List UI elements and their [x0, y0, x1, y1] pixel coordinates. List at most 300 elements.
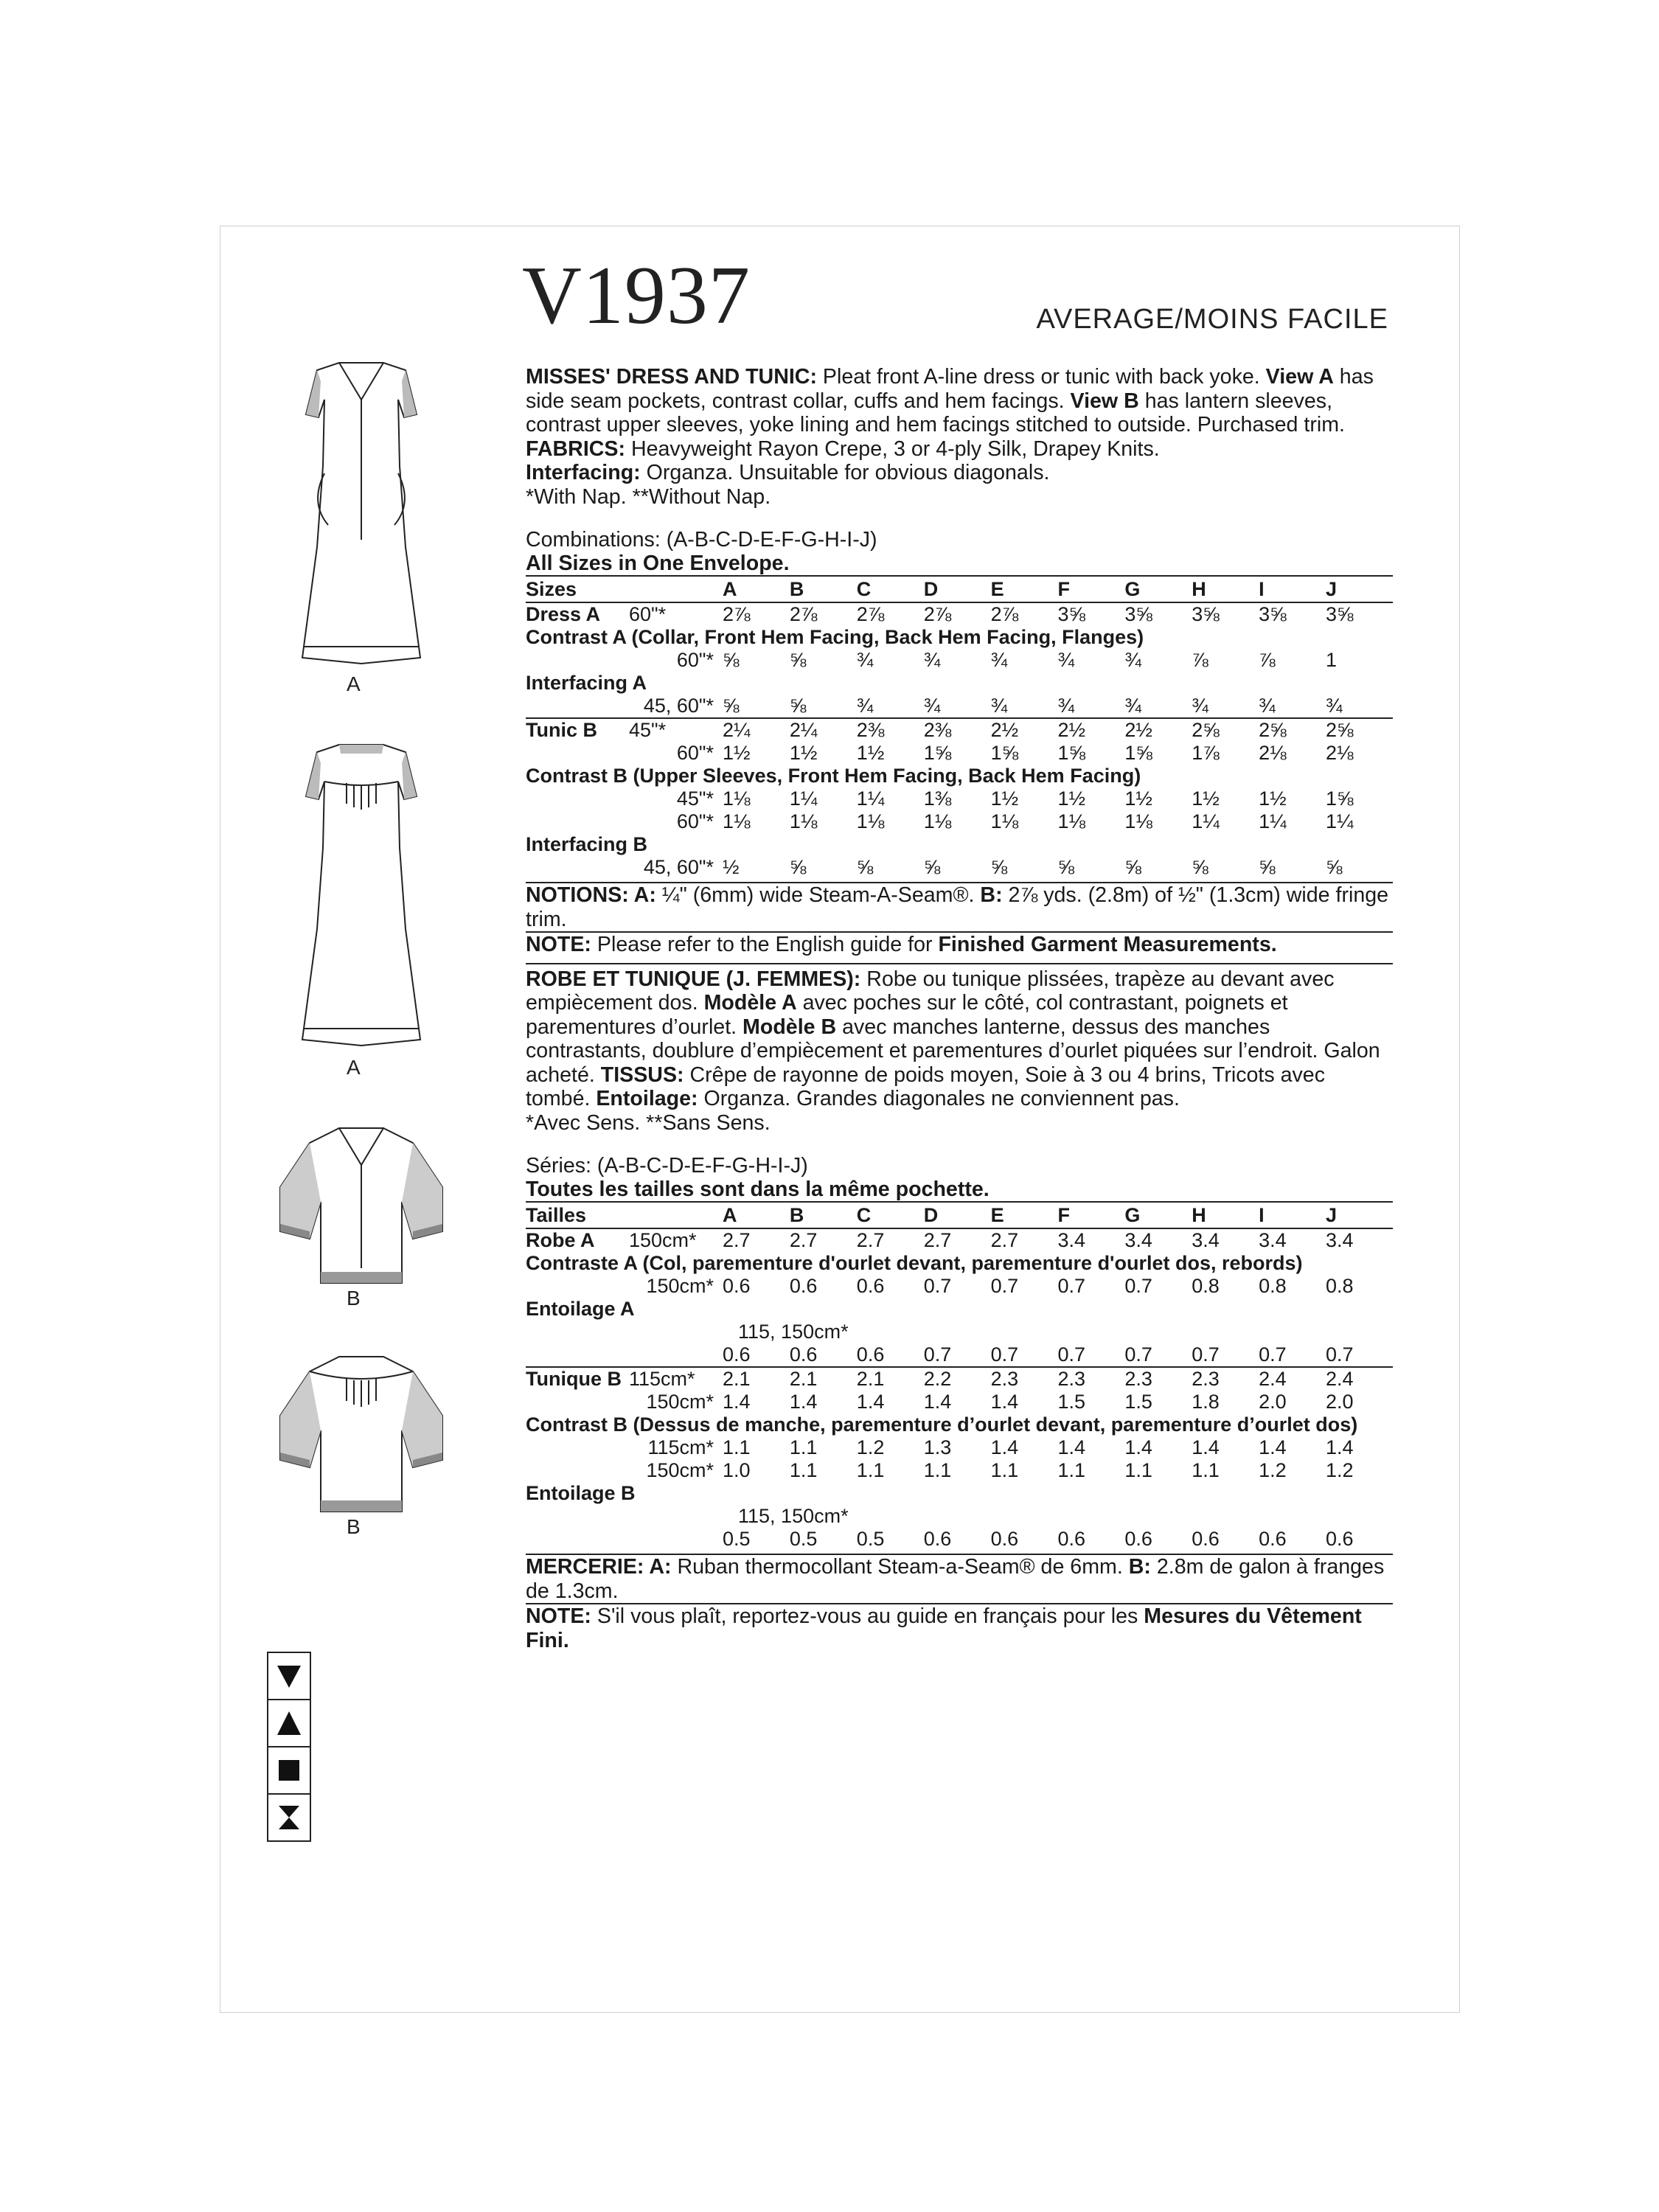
- yardage-cell: ¾: [991, 695, 1058, 718]
- yardage-cell: 2⅞: [723, 603, 751, 625]
- yardage-cell: ⅝: [1124, 856, 1141, 878]
- french-desc-2: avec poches sur le côté, col contrastant, poignets et parementures d’ourlet.: [526, 991, 1288, 1039]
- square-icon: [274, 1756, 304, 1785]
- yardage-cell: ¾: [924, 695, 991, 718]
- yardage-cell: ⅝: [990, 856, 1008, 878]
- yardage-cell: 0.7: [923, 1275, 952, 1297]
- yardage-cell: 0.7: [990, 1275, 1019, 1297]
- french-note-bold: Mesures du Vêtement Fini.: [526, 1604, 1362, 1652]
- fabric-width: 60"*: [676, 742, 714, 764]
- size-header-cell: C: [857, 1202, 924, 1228]
- yardage-cell: 2.7: [923, 1229, 952, 1251]
- size-header-cell: H: [1192, 576, 1259, 602]
- yardage-cell: 2½: [1124, 719, 1152, 741]
- yardage-cell: 0.8: [1192, 1275, 1220, 1297]
- dress-a-front-illustration: [295, 355, 428, 665]
- yardage-cell: 1⅛: [723, 810, 751, 832]
- yardage-cell: 2.0: [1326, 1391, 1354, 1413]
- yardage-cell: 2.1: [789, 1368, 818, 1390]
- size-header-cell: B: [790, 576, 857, 602]
- size-header-cell: E: [991, 1202, 1058, 1228]
- yardage-cell: ¾: [857, 695, 924, 718]
- yardage-cell: 0.7: [1057, 1275, 1086, 1297]
- yardage-cell: 1.4: [789, 1391, 818, 1413]
- yardage-cell: 1½: [789, 742, 818, 764]
- table-section-row: [526, 1252, 1393, 1275]
- yardage-cell: 2⅞: [856, 603, 885, 625]
- fabric-width: 45"*: [676, 787, 714, 810]
- yardage-cell: ⅝: [723, 649, 740, 671]
- yardage-cell: 1⅛: [923, 810, 952, 832]
- yardage-cell: 0.7: [1192, 1343, 1259, 1367]
- section-label: Entoilage A: [526, 1298, 635, 1320]
- yardage-cell: 2⅝: [1259, 719, 1287, 741]
- table-row: [526, 1343, 1393, 1367]
- yardage-cell: 0.6: [723, 1343, 790, 1367]
- fabric-width: 45, 60"*: [643, 856, 714, 878]
- yardage-cell: 0.6: [1124, 1528, 1152, 1550]
- french-view-a: Modèle A: [703, 991, 797, 1015]
- yardage-cell: ⅝: [789, 856, 807, 878]
- table-row: [526, 1391, 1393, 1413]
- table-section-row: [526, 1298, 1393, 1321]
- yardage-cell: 0.5: [723, 1528, 751, 1550]
- yardage-cell: 1½: [990, 787, 1019, 810]
- french-yardage-table: [526, 1201, 1393, 1551]
- french-mercerie-b-label: B:: [1128, 1555, 1151, 1579]
- yardage-cell: 3⅝: [1124, 603, 1152, 625]
- yardage-cell: 1½: [1192, 787, 1220, 810]
- yardage-cell: 0.7: [1124, 1275, 1152, 1297]
- yardage-cell: ⅞: [1192, 649, 1208, 671]
- tunic-b-back-label: B: [347, 1515, 361, 1538]
- yardage-cell: 1⅛: [990, 810, 1019, 832]
- french-nap-note: *Avec Sens. **Sans Sens.: [526, 1110, 771, 1135]
- yardage-cell: 0.7: [1124, 1343, 1192, 1367]
- yardage-cell: 1.2: [1326, 1459, 1354, 1481]
- yardage-cell: 1.1: [923, 1459, 952, 1481]
- fabric-width: 150cm*: [646, 1459, 714, 1481]
- table-row: [526, 1228, 1393, 1252]
- yardage-cell: 0.6: [1057, 1528, 1086, 1550]
- french-note-label: NOTE:: [526, 1604, 591, 1628]
- english-fabrics: Heavyweight Rayon Crepe, 3 or 4-ply Silk, Drapey Knits.: [625, 437, 1160, 461]
- section-label: Contraste A (Col, parementure d'ourlet devant, parementure d'ourlet dos, rebords): [526, 1252, 1303, 1274]
- table-row: [526, 810, 1393, 833]
- row-label: [526, 1321, 629, 1343]
- yardage-cell: 1¼: [1326, 810, 1354, 832]
- table-row: [526, 742, 1393, 765]
- yardage-cell: 3⅝: [1057, 603, 1086, 625]
- english-view-a: View A: [1265, 365, 1334, 389]
- fabric-width: 115cm*: [629, 1368, 695, 1390]
- fabric-width: [629, 1528, 723, 1551]
- english-interfacing: Organza. Unsuitable for obvious diagonals.: [640, 461, 1050, 484]
- row-label: [526, 1528, 629, 1551]
- yardage-cell: 2⅛: [1259, 742, 1287, 764]
- yardage-cell: 3.4: [1124, 1229, 1152, 1251]
- yardage-cell: 1.5: [1057, 1391, 1086, 1413]
- french-desc-3: avec manches lanterne, dessus des manches contrastants, doublure d’empiècement et parementures d’ourlet piquées sur l’endroit. Galon acheté.: [526, 1015, 1380, 1087]
- yardage-cell: 1.3: [923, 1436, 952, 1458]
- yardage-cell: 0.7: [1057, 1343, 1124, 1367]
- table-row: [526, 1321, 1393, 1343]
- yardage-cell: 0.6: [723, 1275, 751, 1297]
- french-interfacing-label: Entoilage:: [596, 1087, 698, 1110]
- yardage-cell: 1½: [1057, 787, 1086, 810]
- fabric-width: 60"*: [629, 603, 667, 625]
- yardage-cell: 1⅝: [1124, 742, 1152, 764]
- yardage-cell: 1⅝: [1057, 742, 1086, 764]
- yardage-cell: ⅝: [1192, 856, 1208, 878]
- yardage-cell: 1⅛: [723, 787, 751, 810]
- row-label: Dress A: [526, 603, 601, 625]
- yardage-cell: 2.3: [1192, 1368, 1220, 1390]
- yardage-cell: 2¼: [723, 719, 751, 741]
- yardage-cell: 0.6: [856, 1275, 885, 1297]
- english-desc-2: has side seam pockets, contrast collar, cuffs and hem facings.: [526, 365, 1374, 413]
- row-label: [526, 695, 629, 718]
- yardage-cell: ¾: [1192, 695, 1259, 718]
- yardage-cell: ¾: [856, 649, 874, 671]
- yardage-cell: 1.1: [1192, 1459, 1220, 1481]
- yardage-cell: 1.1: [1057, 1459, 1086, 1481]
- yardage-cell: ½: [723, 856, 740, 878]
- yardage-cell: 1.1: [1124, 1459, 1152, 1481]
- yardage-cell: 0.6: [923, 1528, 952, 1550]
- english-notions-a: ¼" (6mm) wide Steam-A-Seam®.: [655, 883, 981, 907]
- yardage-cell: 1.4: [1124, 1436, 1152, 1458]
- yardage-cell: 0.6: [857, 1343, 924, 1367]
- yardage-cell: 1.4: [990, 1436, 1019, 1458]
- yardage-cell: 0.8: [1259, 1275, 1287, 1297]
- french-fabrics-label: TISSUS:: [600, 1062, 684, 1087]
- yardage-cell: 3.4: [1259, 1229, 1287, 1251]
- yardage-cell: 2.7: [723, 1229, 751, 1251]
- tunic-b-front-label: B: [347, 1287, 361, 1310]
- tunic-b-front-illustration: [265, 1121, 457, 1290]
- table-row: [526, 1505, 1393, 1528]
- english-desc-3: has lantern sleeves, contrast upper sleeves, yoke lining and hem facings stitched to outside. Purchased trim.: [526, 389, 1345, 437]
- size-header-cell: F: [1057, 576, 1124, 602]
- french-envelope-note: Toutes les tailles sont dans la même pochette.: [526, 1178, 990, 1201]
- yardage-cell: 0.8: [1326, 1275, 1354, 1297]
- fabric-width: [629, 1343, 723, 1367]
- yardage-cell: 1: [1326, 649, 1338, 671]
- yardage-cell: ⅝: [923, 856, 941, 878]
- row-label: [526, 1436, 629, 1459]
- size-header-cell: I: [1259, 1202, 1326, 1228]
- yardage-cell: 2⅛: [1326, 742, 1354, 764]
- yardage-cell: 0.6: [1326, 1528, 1354, 1550]
- yardage-cell: 1½: [1259, 787, 1287, 810]
- yardage-cell: 1.8: [1192, 1391, 1220, 1413]
- yardage-cell: 2.4: [1259, 1368, 1287, 1390]
- size-header-cell: A: [723, 576, 790, 602]
- yardage-cell: 3.4: [1057, 1229, 1086, 1251]
- yardage-cell: 2.3: [990, 1368, 1019, 1390]
- yardage-cell: ¾: [1259, 695, 1326, 718]
- yardage-cell: 2⅝: [1326, 719, 1354, 741]
- size-header-cell: G: [1124, 576, 1192, 602]
- yardage-cell: 1½: [723, 742, 751, 764]
- english-notions-b-label: B:: [980, 883, 1003, 907]
- yardage-cell: 2.3: [1057, 1368, 1086, 1390]
- english-fabrics-label: FABRICS:: [526, 437, 626, 461]
- sizes-header: Tailles: [526, 1202, 723, 1228]
- yardage-cell: 1½: [856, 742, 885, 764]
- yardage-cell: 1⅞: [1192, 742, 1220, 764]
- english-notions: [526, 883, 1393, 931]
- english-view-b: View B: [1070, 389, 1139, 413]
- yardage-cell: 1⅜: [923, 787, 952, 810]
- yardage-cell: 1¼: [856, 787, 885, 810]
- row-label: [526, 810, 629, 833]
- yardage-cell: 0.7: [1326, 1343, 1393, 1367]
- yardage-cell: 1.1: [856, 1459, 885, 1481]
- row-label: [526, 742, 629, 765]
- yardage-cell: 2.3: [1124, 1368, 1152, 1390]
- yardage-cell: 1⅝: [990, 742, 1019, 764]
- yardage-cell: 2½: [990, 719, 1019, 741]
- yardage-cell: ¾: [1057, 695, 1124, 718]
- yardage-cell: 3⅝: [1326, 603, 1354, 625]
- french-mercerie: [526, 1555, 1393, 1603]
- yardage-cell: ⅝: [790, 695, 857, 718]
- yardage-cell: ⅝: [723, 695, 790, 718]
- fabric-width: 150cm*: [646, 1275, 714, 1297]
- yardage-cell: 0.6: [789, 1275, 818, 1297]
- french-mercerie-b: 2.8m de galon à franges de 1.3cm.: [526, 1555, 1385, 1603]
- yardage-cell: 2⅜: [856, 719, 885, 741]
- yardage-cell: 1¼: [1259, 810, 1287, 832]
- yardage-cell: 1.4: [1192, 1436, 1220, 1458]
- yardage-cell: 2.1: [723, 1368, 751, 1390]
- fabric-width: 115, 150cm*: [738, 1505, 849, 1527]
- french-fabrics: Crêpe de rayonne de poids moyen, Soie à 3 ou 4 brins, Tricots avec tombé.: [526, 1062, 1325, 1110]
- yardage-cell: 3.4: [1326, 1229, 1354, 1251]
- yardage-cell: 0.5: [789, 1528, 818, 1550]
- yardage-cell: 1.2: [1259, 1459, 1287, 1481]
- section-label: Contrast B (Upper Sleeves, Front Hem Facing, Back Hem Facing): [526, 765, 1141, 787]
- yardage-cell: 1⅝: [1326, 787, 1354, 810]
- french-title: ROBE ET TUNIQUE (J. FEMMES):: [526, 967, 861, 991]
- size-header-cell: D: [924, 576, 991, 602]
- yardage-cell: 2½: [1057, 719, 1086, 741]
- yardage-cell: 1.4: [723, 1391, 751, 1413]
- table-row: [526, 1275, 1393, 1298]
- row-label: [526, 1275, 629, 1298]
- yardage-cell: ⅝: [856, 856, 874, 878]
- table-section-row: [526, 1413, 1393, 1436]
- row-label: [526, 1391, 629, 1413]
- row-label: [526, 787, 629, 810]
- yardage-cell: 3.4: [1192, 1229, 1220, 1251]
- size-header-cell: J: [1326, 1202, 1393, 1228]
- pattern-number: V1937: [522, 250, 751, 341]
- size-header-cell: A: [723, 1202, 790, 1228]
- french-view-b: Modèle B: [742, 1015, 837, 1039]
- yardage-cell: ¾: [1124, 649, 1141, 671]
- triangle-up-icon: [274, 1708, 304, 1738]
- fabric-width: 60"*: [676, 649, 714, 671]
- yardage-cell: ⅝: [1057, 856, 1074, 878]
- yardage-cell: ⅝: [789, 649, 807, 671]
- size-header-cell: J: [1326, 576, 1393, 602]
- english-note-text: Please refer to the English guide for: [591, 933, 939, 956]
- yardage-cell: 1.1: [723, 1436, 751, 1458]
- row-label: Tunic B: [526, 719, 597, 741]
- english-interfacing-label: Interfacing:: [526, 461, 641, 484]
- yardage-cell: 2.4: [1326, 1368, 1354, 1390]
- yardage-cell: ¾: [1057, 649, 1074, 671]
- english-description: [526, 365, 1393, 509]
- yardage-cell: 0.6: [790, 1343, 857, 1367]
- symbol-legend: [267, 1652, 311, 1842]
- yardage-cell: ¾: [923, 649, 941, 671]
- size-header-cell: F: [1057, 1202, 1124, 1228]
- yardage-cell: 2⅝: [1192, 719, 1220, 741]
- yardage-cell: ¾: [1124, 695, 1192, 718]
- yardage-cell: 1¼: [789, 787, 818, 810]
- yardage-cell: 2.0: [1259, 1391, 1287, 1413]
- row-label: [526, 856, 629, 879]
- table-header-row: [526, 1202, 1393, 1228]
- row-label: [526, 649, 629, 672]
- table-row: [526, 718, 1393, 742]
- size-header-cell: H: [1192, 1202, 1259, 1228]
- yardage-cell: 1.4: [1259, 1436, 1287, 1458]
- fabric-width: 115cm*: [647, 1436, 714, 1458]
- english-combinations: Combinations: (A-B-C-D-E-F-G-H-I-J): [526, 528, 877, 552]
- dress-a-back-illustration: [295, 737, 428, 1047]
- english-desc-1: Pleat front A-line dress or tunic with back yoke.: [816, 365, 1266, 389]
- yardage-cell: 2.7: [856, 1229, 885, 1251]
- table-section-row: [526, 672, 1393, 695]
- table-section-row: [526, 833, 1393, 856]
- dress-a-front-label: A: [347, 672, 361, 695]
- yardage-cell: 1⅛: [789, 810, 818, 832]
- yardage-cell: 3⅝: [1259, 603, 1287, 625]
- yardage-cell: ¾: [1326, 695, 1393, 718]
- french-interfacing: Organza. Grandes diagonales ne conviennent pas.: [698, 1087, 1180, 1110]
- yardage-cell: 1.4: [1326, 1436, 1354, 1458]
- yardage-cell: 2.1: [856, 1368, 885, 1390]
- english-note: [526, 933, 1393, 957]
- size-header-cell: D: [924, 1202, 991, 1228]
- table-row: [526, 1528, 1393, 1551]
- section-label: Contrast B (Dessus de manche, parementure d’ourlet devant, parementure d’ourlet dos): [526, 1413, 1358, 1436]
- yardage-cell: 0.6: [990, 1528, 1019, 1550]
- french-mercerie-label: MERCERIE: A:: [526, 1555, 672, 1579]
- yardage-cell: ⅝: [1326, 856, 1343, 878]
- fabric-width: 150cm*: [629, 1229, 697, 1251]
- yardage-cell: 1.4: [856, 1391, 885, 1413]
- table-section-row: [526, 765, 1393, 787]
- table-section-row: [526, 1482, 1393, 1505]
- yardage-cell: 1.5: [1124, 1391, 1152, 1413]
- fabric-width: 60"*: [676, 810, 714, 832]
- english-yardage-table: [526, 575, 1393, 879]
- yardage-cell: 1.4: [990, 1391, 1019, 1413]
- fabric-width: 150cm*: [646, 1391, 714, 1413]
- yardage-cell: 2⅞: [789, 603, 818, 625]
- table-row: [526, 856, 1393, 879]
- french-combinations: Séries: (A-B-C-D-E-F-G-H-I-J): [526, 1154, 808, 1178]
- yardage-cell: 1⅛: [856, 810, 885, 832]
- table-row: [526, 649, 1393, 672]
- table-row: [526, 1436, 1393, 1459]
- yardage-cell: 0.6: [1259, 1528, 1287, 1550]
- english-nap-note: *With Nap. **Without Nap.: [526, 484, 771, 509]
- row-label: Robe A: [526, 1229, 595, 1251]
- table-row: [526, 695, 1393, 718]
- yardage-cell: 3⅝: [1192, 603, 1220, 625]
- yardage-cell: 1.4: [923, 1391, 952, 1413]
- sizes-header: Sizes: [526, 576, 723, 602]
- french-mercerie-a: Ruban thermocollant Steam-a-Seam® de 6mm.: [671, 1555, 1129, 1579]
- french-desc-1: Robe ou tunique plissées, trapèze au devant avec empiècement dos.: [526, 967, 1335, 1015]
- yardage-cell: 0.7: [991, 1343, 1058, 1367]
- yardage-cell: 1¼: [1192, 810, 1220, 832]
- size-header-cell: I: [1259, 576, 1326, 602]
- size-header-cell: E: [991, 576, 1058, 602]
- yardage-cell: ⅞: [1259, 649, 1276, 671]
- section-label: Interfacing A: [526, 672, 647, 694]
- yardage-cell: 1.1: [789, 1459, 818, 1481]
- yardage-cell: 2¼: [789, 719, 818, 741]
- size-header-cell: B: [790, 1202, 857, 1228]
- yardage-cell: 1.2: [856, 1436, 885, 1458]
- tunic-b-back-illustration: [265, 1349, 457, 1519]
- yardage-cell: 2⅜: [923, 719, 952, 741]
- english-notions-label: NOTIONS: A:: [526, 883, 656, 907]
- difficulty-rating: AVERAGE/MOINS FACILE: [1036, 304, 1388, 335]
- yardage-cell: 1.1: [789, 1436, 818, 1458]
- french-note-text: S'il vous plaît, reportez-vous au guide en français pour les: [591, 1604, 1144, 1628]
- size-header-cell: G: [1124, 1202, 1192, 1228]
- table-section-row: [526, 626, 1393, 649]
- fabric-width: 45, 60"*: [629, 695, 723, 718]
- fabric-width: 115, 150cm*: [738, 1321, 849, 1343]
- table-header-row: [526, 576, 1393, 602]
- english-title: MISSES' DRESS AND TUNIC:: [526, 365, 817, 389]
- yardage-cell: 2.7: [990, 1229, 1019, 1251]
- yardage-cell: ¾: [990, 649, 1008, 671]
- english-notions-b: 2⅞ yds. (2.8m) of ½" (1.3cm) wide fringe trim.: [526, 883, 1389, 931]
- yardage-cell: 1⅝: [923, 742, 952, 764]
- yardage-cell: 0.6: [1192, 1528, 1220, 1550]
- row-label: [526, 1343, 629, 1367]
- yardage-cell: 2⅞: [923, 603, 952, 625]
- yardage-cell: ⅝: [1259, 856, 1276, 878]
- yardage-cell: 1⅛: [1124, 810, 1152, 832]
- yardage-cell: 1⅛: [1057, 810, 1086, 832]
- triangle-down-icon: [274, 1661, 304, 1691]
- english-note-bold: Finished Garment Measurements.: [938, 933, 1277, 956]
- yardage-cell: 1.4: [1057, 1436, 1086, 1458]
- row-label: [526, 1505, 629, 1528]
- yardage-cell: 0.7: [1259, 1343, 1326, 1367]
- table-row: [526, 1367, 1393, 1391]
- english-note-label: NOTE:: [526, 933, 591, 956]
- table-row: [526, 787, 1393, 810]
- yardage-cell: 2.7: [789, 1229, 818, 1251]
- section-label: Entoilage B: [526, 1482, 636, 1504]
- yardage-cell: 1.0: [723, 1459, 751, 1481]
- section-label: Contrast A (Collar, Front Hem Facing, Back Hem Facing, Flanges): [526, 626, 1144, 648]
- section-label: Interfacing B: [526, 833, 648, 855]
